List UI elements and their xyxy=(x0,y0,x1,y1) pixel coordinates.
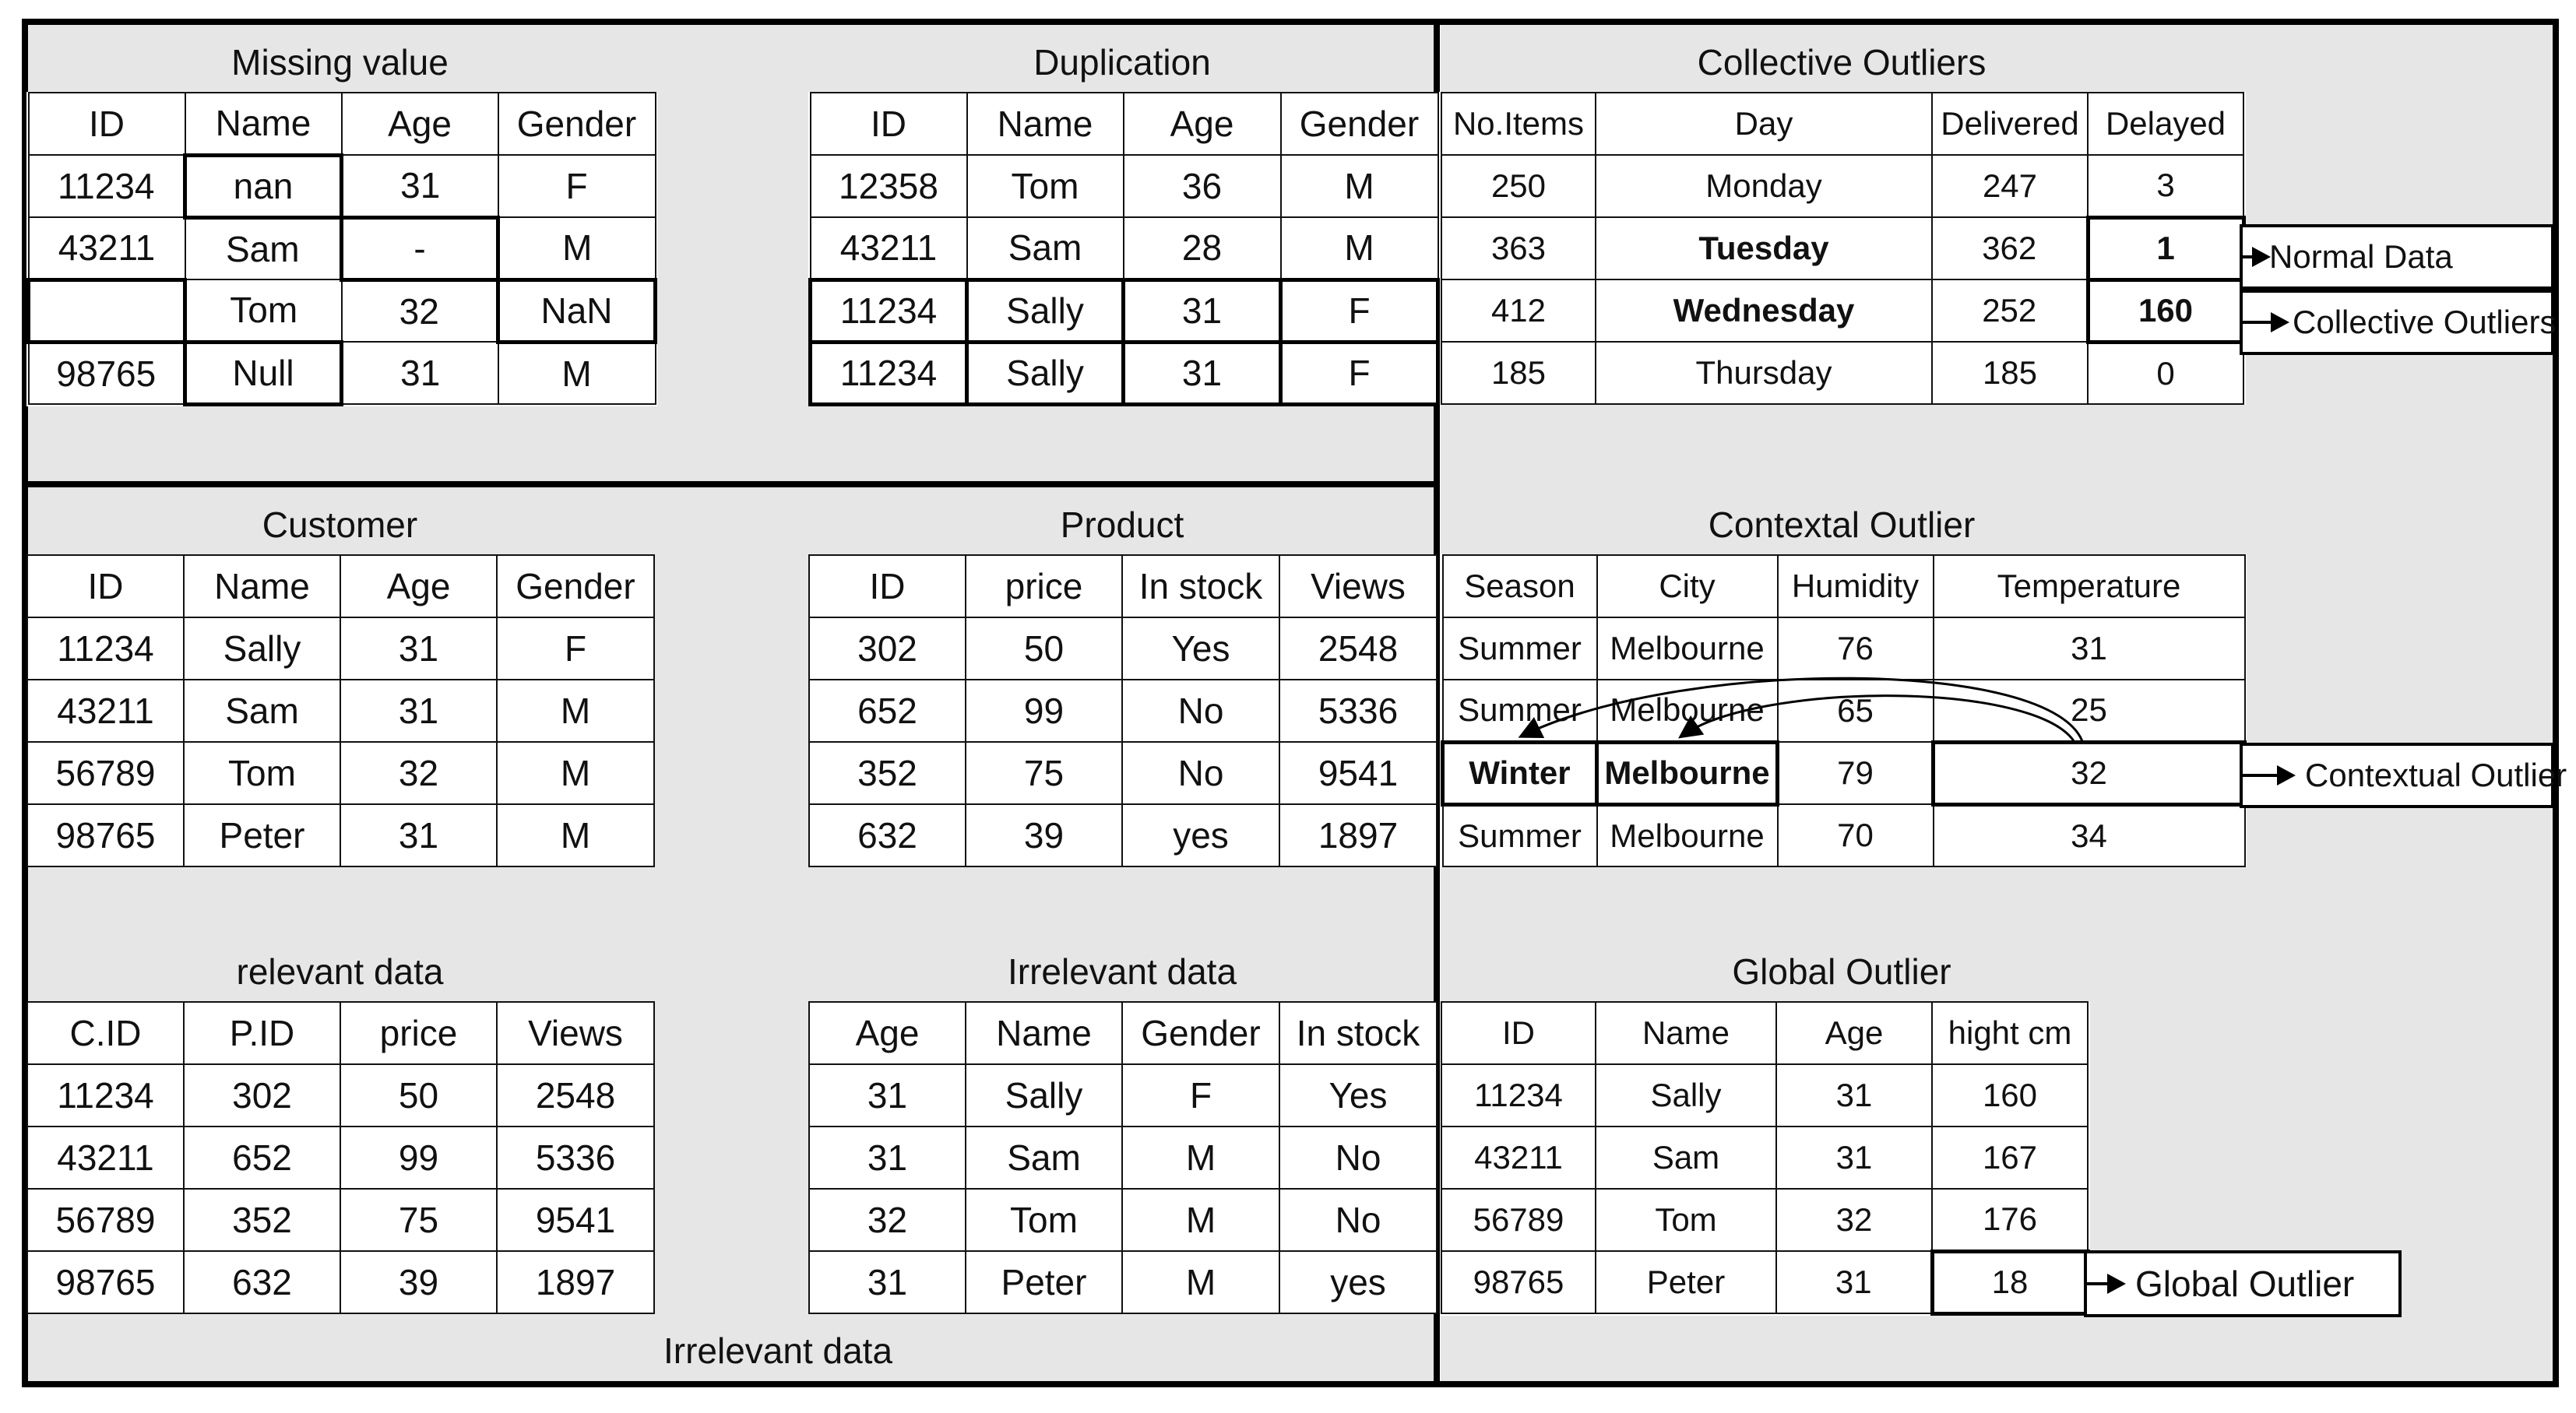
table-cell: Peter xyxy=(184,804,340,866)
table-cell: 31 xyxy=(340,804,497,866)
table-cell: Peter xyxy=(1596,1251,1776,1313)
table-cell: Tom xyxy=(1596,1189,1776,1251)
irrelevant-data-title: Irrelevant data xyxy=(1007,951,1237,992)
table-cell: 34 xyxy=(1934,804,2245,866)
table-cell: 32 xyxy=(809,1189,966,1251)
header-cell: Age xyxy=(1124,93,1281,155)
table-cell: Tom xyxy=(967,155,1124,217)
table-cell: 2548 xyxy=(1279,617,1437,680)
duplicate-cell: F xyxy=(1281,279,1438,342)
header-cell: Name xyxy=(967,93,1124,155)
table-cell: 56789 xyxy=(1441,1189,1596,1251)
table-cell: Sam xyxy=(185,217,342,279)
table-cell: 250 xyxy=(1441,155,1596,217)
table-cell: 11234 xyxy=(1441,1064,1596,1127)
table-cell: yes xyxy=(1279,1251,1437,1313)
header-cell: ID xyxy=(809,555,966,617)
table-cell: 43211 xyxy=(811,217,967,279)
table-cell: 3 xyxy=(2088,155,2243,217)
duplicate-cell: F xyxy=(1281,342,1438,404)
header-cell: Delivered xyxy=(1932,93,2088,155)
table-cell: 247 xyxy=(1932,155,2088,217)
table-cell: Summer xyxy=(1443,804,1597,866)
duplicate-cell: 11234 xyxy=(811,279,967,342)
header-cell: Views xyxy=(497,1002,654,1064)
table-cell: Wednesday xyxy=(1596,279,1932,342)
customer-title: Customer xyxy=(262,504,418,545)
global-outlier-title: Global Outlier xyxy=(1732,951,1951,992)
table-cell: Thursday xyxy=(1596,342,1932,404)
highlight-cell: Winter xyxy=(1443,742,1597,804)
header-cell: price xyxy=(340,1002,497,1064)
table-cell: M xyxy=(1122,1189,1279,1251)
table-cell: F xyxy=(1122,1064,1279,1127)
table-cell: 31 xyxy=(340,680,497,742)
table-cell: No xyxy=(1122,680,1279,742)
table-cell: 652 xyxy=(809,680,966,742)
table-cell: 160 xyxy=(1932,1064,2088,1127)
table-cell: 98765 xyxy=(29,342,185,404)
table-cell: F xyxy=(497,617,654,680)
table-cell: Tom xyxy=(184,742,340,804)
table-cell: 412 xyxy=(1441,279,1596,342)
table-cell: 11234 xyxy=(29,155,185,217)
highlight-cell: 1 xyxy=(2088,217,2243,279)
table-cell: M xyxy=(498,217,656,279)
header-cell: Gender xyxy=(1122,1002,1279,1064)
header-cell: Age xyxy=(809,1002,966,1064)
table-cell: Melbourne xyxy=(1597,680,1778,742)
header-cell: Age xyxy=(340,555,497,617)
header-cell: ID xyxy=(1441,1002,1596,1064)
table-cell: 31 xyxy=(809,1251,966,1313)
header-cell: Season xyxy=(1443,555,1597,617)
duplication-title: Duplication xyxy=(1033,42,1211,83)
table-cell: 70 xyxy=(1778,804,1934,866)
table-cell: 0 xyxy=(2088,342,2243,404)
header-cell: Temperature xyxy=(1934,555,2245,617)
collective-outliers-title: Collective Outliers xyxy=(1697,42,1987,83)
table-cell: 363 xyxy=(1441,217,1596,279)
table-cell: Summer xyxy=(1443,680,1597,742)
table-cell: 5336 xyxy=(1279,680,1437,742)
relevant-data-title: relevant data xyxy=(236,951,444,992)
table-cell: 39 xyxy=(966,804,1122,866)
table-cell: 362 xyxy=(1932,217,2088,279)
table-cell: Summer xyxy=(1443,617,1597,680)
header-cell: Humidity xyxy=(1778,555,1934,617)
table-cell: 12358 xyxy=(811,155,967,217)
table-cell: 39 xyxy=(340,1251,497,1313)
highlight-cell: Melbourne xyxy=(1597,742,1778,804)
missing-cell: - xyxy=(342,217,498,279)
table-cell: M xyxy=(497,742,654,804)
table-cell: 167 xyxy=(1932,1127,2088,1189)
table-cell: Tom xyxy=(966,1189,1122,1251)
table-cell: Sally xyxy=(1596,1064,1776,1127)
table-cell: 31 xyxy=(809,1064,966,1127)
table-cell: Peter xyxy=(966,1251,1122,1313)
table-cell: 50 xyxy=(340,1064,497,1127)
table-cell: 352 xyxy=(809,742,966,804)
header-cell: Day xyxy=(1596,93,1932,155)
table-cell: 302 xyxy=(809,617,966,680)
table-cell: Sally xyxy=(966,1064,1122,1127)
table-cell: 252 xyxy=(1932,279,2088,342)
table-cell: 76 xyxy=(1778,617,1934,680)
duplicate-cell: 11234 xyxy=(811,342,967,404)
table-cell: F xyxy=(498,155,656,217)
header-cell: ID xyxy=(27,555,184,617)
table-cell: 99 xyxy=(340,1127,497,1189)
highlight-cell: 160 xyxy=(2088,279,2243,342)
header-cell: Views xyxy=(1279,555,1437,617)
header-cell: Gender xyxy=(1281,93,1438,155)
table-cell: 98765 xyxy=(1441,1251,1596,1313)
table-cell: Sam xyxy=(967,217,1124,279)
header-cell: ID xyxy=(29,93,185,155)
table-cell: M xyxy=(497,804,654,866)
table-cell: 2548 xyxy=(497,1064,654,1127)
table-cell: No xyxy=(1279,1189,1437,1251)
table-cell: 31 xyxy=(342,342,498,404)
table-cell: 43211 xyxy=(27,1127,184,1189)
header-cell: ID xyxy=(811,93,967,155)
header-cell: Gender xyxy=(497,555,654,617)
table-cell: 31 xyxy=(1776,1127,1932,1189)
contextual-outlier-label: Contextual Outlier xyxy=(2305,757,2567,793)
table-cell: 9541 xyxy=(497,1189,654,1251)
table-cell: 56789 xyxy=(27,742,184,804)
table-cell: 56789 xyxy=(27,1189,184,1251)
table-cell: M xyxy=(1281,155,1438,217)
duplicate-cell: 31 xyxy=(1124,342,1281,404)
table-cell: Sam xyxy=(184,680,340,742)
table-cell: 32 xyxy=(342,279,498,342)
table-cell: 176 xyxy=(1932,1189,2088,1251)
table-cell: Sam xyxy=(1596,1127,1776,1189)
global-outlier-label: Global Outlier xyxy=(2135,1264,2355,1304)
table-cell: M xyxy=(497,680,654,742)
table-cell: 43211 xyxy=(27,680,184,742)
collective-outliers-label: Collective Outliers xyxy=(2293,304,2557,340)
curved-arrow-to-season xyxy=(1522,678,2083,743)
table-cell: Sam xyxy=(966,1127,1122,1189)
table-cell: Sally xyxy=(184,617,340,680)
header-cell: No.Items xyxy=(1441,93,1596,155)
table-cell: 28 xyxy=(1124,217,1281,279)
header-cell: In stock xyxy=(1279,1002,1437,1064)
table-cell: Monday xyxy=(1596,155,1932,217)
table-cell: No xyxy=(1279,1127,1437,1189)
table-cell: M xyxy=(1122,1251,1279,1313)
table-cell: 36 xyxy=(1124,155,1281,217)
table-cell: 25 xyxy=(1934,680,2245,742)
header-cell: C.ID xyxy=(27,1002,184,1064)
header-cell: Delayed xyxy=(2088,93,2243,155)
table-cell: 50 xyxy=(966,617,1122,680)
header-cell: In stock xyxy=(1122,555,1279,617)
table-cell: Yes xyxy=(1279,1064,1437,1127)
header-cell: Name xyxy=(185,93,342,155)
header-cell: price xyxy=(966,555,1122,617)
table-cell: M xyxy=(498,342,656,404)
contextual-outlier-title: Contextal Outlier xyxy=(1708,504,1976,545)
table-cell: Melbourne xyxy=(1597,804,1778,866)
header-cell: Gender xyxy=(498,93,656,155)
table-cell: 98765 xyxy=(27,804,184,866)
header-cell: City xyxy=(1597,555,1778,617)
header-cell: hight cm xyxy=(1932,1002,2088,1064)
table-cell: 75 xyxy=(340,1189,497,1251)
table-cell: 632 xyxy=(184,1251,340,1313)
duplicate-cell: Sally xyxy=(967,279,1124,342)
missing-cell: Null xyxy=(185,342,342,404)
table-cell: 31 xyxy=(340,617,497,680)
table-cell: 11234 xyxy=(27,617,184,680)
table-cell: 99 xyxy=(966,680,1122,742)
highlight-cell: 32 xyxy=(1934,742,2245,804)
table-cell: 9541 xyxy=(1279,742,1437,804)
table-cell: 32 xyxy=(340,742,497,804)
duplicate-cell: Sally xyxy=(967,342,1124,404)
table-cell: 185 xyxy=(1441,342,1596,404)
table-cell: Tom xyxy=(185,279,342,342)
table-cell: Yes xyxy=(1122,617,1279,680)
curved-arrow-to-city xyxy=(1682,696,2075,743)
table-cell: Melbourne xyxy=(1597,617,1778,680)
header-cell: Age xyxy=(342,93,498,155)
missing-value-title: Missing value xyxy=(231,42,449,83)
header-cell: Name xyxy=(1596,1002,1776,1064)
missing-cell: nan xyxy=(185,155,342,217)
header-cell: Name xyxy=(184,555,340,617)
table-cell: 65 xyxy=(1778,680,1934,742)
table-cell: 1897 xyxy=(497,1251,654,1313)
table-cell: 31 xyxy=(1934,617,2245,680)
table-cell: 1897 xyxy=(1279,804,1437,866)
table-cell: 5336 xyxy=(497,1127,654,1189)
table-cell: 43211 xyxy=(1441,1127,1596,1189)
table-cell: 11234 xyxy=(27,1064,184,1127)
duplicate-cell: 31 xyxy=(1124,279,1281,342)
table-cell: 632 xyxy=(809,804,966,866)
irrelevant-data-caption: Irrelevant data xyxy=(663,1330,893,1371)
table-cell: 31 xyxy=(342,155,498,217)
normal-data-label: Normal Data xyxy=(2269,238,2453,275)
table-cell: 79 xyxy=(1778,742,1934,804)
table-cell: 98765 xyxy=(27,1251,184,1313)
header-cell: Age xyxy=(1776,1002,1932,1064)
header-cell: P.ID xyxy=(184,1002,340,1064)
table-cell: 32 xyxy=(1776,1189,1932,1251)
table-cell: 31 xyxy=(1776,1251,1932,1313)
table-cell: 43211 xyxy=(29,217,185,279)
table-cell: 185 xyxy=(1932,342,2088,404)
table-cell: yes xyxy=(1122,804,1279,866)
table-cell: 652 xyxy=(184,1127,340,1189)
table-cell: 352 xyxy=(184,1189,340,1251)
highlight-cell: 18 xyxy=(1932,1251,2088,1313)
table-cell: 302 xyxy=(184,1064,340,1127)
table-cell: M xyxy=(1122,1127,1279,1189)
product-title: Product xyxy=(1060,504,1184,545)
table-cell: M xyxy=(1281,217,1438,279)
table-cell: Tuesday xyxy=(1596,217,1932,279)
header-cell: Name xyxy=(966,1002,1122,1064)
table-cell: 31 xyxy=(809,1127,966,1189)
table-cell: No xyxy=(1122,742,1279,804)
table-cell: 75 xyxy=(966,742,1122,804)
missing-cell: NaN xyxy=(498,279,656,342)
table-cell: 31 xyxy=(1776,1064,1932,1127)
